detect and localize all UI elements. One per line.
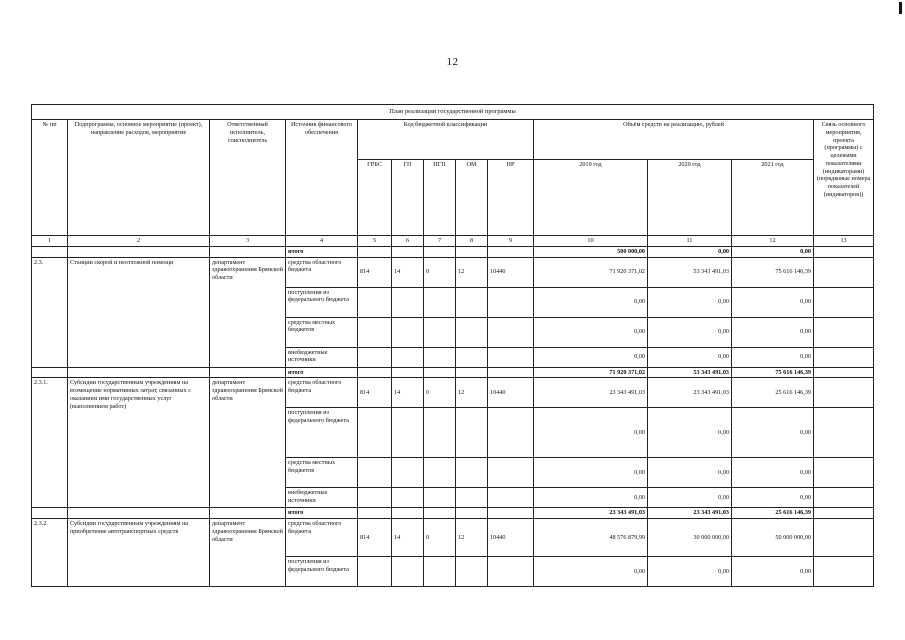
activity-name: Субсидии государственным учреждениям на приобретение автотранспортных средств [68, 519, 210, 587]
indicator-link [814, 557, 874, 587]
code-om [456, 347, 488, 367]
table-row [32, 257, 874, 287]
code-np [488, 287, 534, 317]
total-row [32, 246, 874, 257]
col-num: 13 [814, 236, 874, 247]
amount-2020: 23 343 491,03 [648, 378, 732, 408]
code-grbs [358, 557, 392, 587]
code-gp [392, 458, 424, 488]
header-2021: 2021 год [732, 160, 814, 236]
code-gp [392, 317, 424, 347]
total-label: итого [286, 246, 358, 257]
code-om [456, 488, 488, 508]
header-num: № пп [32, 120, 68, 236]
scan-corner-mark [899, 2, 902, 14]
code-gp [392, 287, 424, 317]
header-om: ОМ [456, 160, 488, 236]
activity-name: Субсидии государственным учреждениям на возмещение нормативных затрат, связанных с оказанием ими государственных услуг (выполнением работ) [68, 378, 210, 508]
amount-2021: 0,00 [732, 408, 814, 458]
code-pgp [424, 287, 456, 317]
indicator-link [814, 378, 874, 408]
code-pgp [424, 557, 456, 587]
column-number-row [32, 236, 874, 247]
indicator-link [814, 488, 874, 508]
code-om [456, 287, 488, 317]
code-np: 10440 [488, 257, 534, 287]
code-om [456, 458, 488, 488]
code-grbs [358, 408, 392, 458]
amount-2020: 53 343 491,03 [648, 257, 732, 287]
header-row-1 [32, 120, 874, 160]
header-grbs: ГРБС [358, 160, 392, 236]
code-grbs: 814 [358, 257, 392, 287]
indicator-link [814, 257, 874, 287]
indicator-link [814, 287, 874, 317]
funding-source: поступления из федерального бюджета [286, 557, 358, 587]
funding-source: внебюджетные источники [286, 488, 358, 508]
code-pgp: 0 [424, 378, 456, 408]
col-num: 4 [286, 236, 358, 247]
amount-2021: 25 616 146,39 [732, 378, 814, 408]
code-gp [392, 408, 424, 458]
code-pgp [424, 488, 456, 508]
executor: департамент здравоохранения Брянской области [210, 257, 286, 367]
amount-2021: 0,00 [732, 287, 814, 317]
funding-source: поступления из федерального бюджета [286, 408, 358, 458]
code-om [456, 557, 488, 587]
funding-source: средства областного бюджета [286, 257, 358, 287]
row-number: 2.3.2. [32, 519, 68, 587]
amount-2019: 0,00 [534, 557, 648, 587]
code-pgp [424, 408, 456, 458]
code-np [488, 408, 534, 458]
amount-2019: 0,00 [534, 408, 648, 458]
funding-source: средства местных бюджетов [286, 317, 358, 347]
code-grbs [358, 347, 392, 367]
amount-2019: 0,00 [534, 287, 648, 317]
total-2020: 53 343 491,03 [648, 367, 732, 378]
indicator-link [814, 347, 874, 367]
amount-2021: 0,00 [732, 557, 814, 587]
amount-2021: 0,00 [732, 347, 814, 367]
code-om: 12 [456, 257, 488, 287]
total-2021: 25 616 146,39 [732, 508, 814, 519]
code-pgp: 0 [424, 519, 456, 557]
code-gp [392, 488, 424, 508]
program-plan-table [31, 104, 874, 587]
code-grbs: 814 [358, 378, 392, 408]
code-pgp [424, 458, 456, 488]
code-pgp [424, 317, 456, 347]
col-num: 5 [358, 236, 392, 247]
col-num: 11 [648, 236, 732, 247]
code-np [488, 557, 534, 587]
amount-2020: 0,00 [648, 287, 732, 317]
total-2019: 500 000,00 [534, 246, 648, 257]
code-np [488, 317, 534, 347]
col-num: 3 [210, 236, 286, 247]
total-2020: 0,00 [648, 246, 732, 257]
total-row [32, 508, 874, 519]
code-np [488, 347, 534, 367]
code-grbs [358, 317, 392, 347]
header-np: НР [488, 160, 534, 236]
amount-2020: 30 000 000,00 [648, 519, 732, 557]
amount-2020: 0,00 [648, 488, 732, 508]
code-np: 10440 [488, 519, 534, 557]
amount-2019: 0,00 [534, 317, 648, 347]
amount-2019: 48 576 879,99 [534, 519, 648, 557]
amount-2021: 75 616 146,39 [732, 257, 814, 287]
table-row [32, 378, 874, 408]
amount-2021: 0,00 [732, 488, 814, 508]
amount-2020: 0,00 [648, 458, 732, 488]
code-np [488, 458, 534, 488]
code-gp: 14 [392, 378, 424, 408]
header-budget-code: Код бюджетной классификации [358, 120, 534, 160]
col-num: 2 [68, 236, 210, 247]
total-2019: 71 920 371,02 [534, 367, 648, 378]
row-number: 2.3.1. [32, 378, 68, 508]
col-num: 6 [392, 236, 424, 247]
total-2020: 23 343 491,03 [648, 508, 732, 519]
code-grbs [358, 488, 392, 508]
indicator-link [814, 408, 874, 458]
code-om [456, 408, 488, 458]
header-volume: Объём средств на реализацию, рублей [534, 120, 814, 160]
code-np: 10440 [488, 378, 534, 408]
indicator-link [814, 519, 874, 557]
table-row [32, 519, 874, 557]
amount-2021: 50 000 000,00 [732, 519, 814, 557]
code-grbs [358, 458, 392, 488]
executor: департамент здравоохранения Брянской области [210, 519, 286, 587]
code-grbs: 814 [358, 519, 392, 557]
total-2021: 0,00 [732, 246, 814, 257]
amount-2019: 23 343 491,03 [534, 378, 648, 408]
amount-2019: 0,00 [534, 458, 648, 488]
col-num: 8 [456, 236, 488, 247]
amount-2020: 0,00 [648, 317, 732, 347]
total-label: итого [286, 367, 358, 378]
header-2020: 2020 год [648, 160, 732, 236]
amount-2021: 0,00 [732, 458, 814, 488]
code-om [456, 317, 488, 347]
col-num: 12 [732, 236, 814, 247]
amount-2021: 0,00 [732, 317, 814, 347]
executor: департамент здравоохранения Брянской области [210, 378, 286, 508]
amount-2020: 0,00 [648, 408, 732, 458]
page-number: 12 [446, 56, 459, 68]
total-row [32, 367, 874, 378]
col-num: 7 [424, 236, 456, 247]
funding-source: поступления из федерального бюджета [286, 287, 358, 317]
col-num: 10 [534, 236, 648, 247]
amount-2019: 0,00 [534, 347, 648, 367]
total-label: итого [286, 508, 358, 519]
col-num: 9 [488, 236, 534, 247]
funding-source: средства местных бюджетов [286, 458, 358, 488]
code-pgp [424, 347, 456, 367]
header-pgp: ПГП [424, 160, 456, 236]
code-pgp: 0 [424, 257, 456, 287]
funding-source: средства областного бюджета [286, 378, 358, 408]
code-grbs [358, 287, 392, 317]
row-number: 2.3. [32, 257, 68, 367]
header-subprogram: Подпрограмма, основное мероприятие (проект), направление расходов, мероприятие [68, 120, 210, 236]
amount-2020: 0,00 [648, 557, 732, 587]
code-om: 12 [456, 378, 488, 408]
header-source: Источник финансового обеспечения [286, 120, 358, 236]
header-executor: Ответственный исполнитель, соисполнитель [210, 120, 286, 236]
indicator-link [814, 458, 874, 488]
code-gp [392, 557, 424, 587]
header-gp: ГП [392, 160, 424, 236]
header-2019: 2019 год [534, 160, 648, 236]
code-gp: 14 [392, 519, 424, 557]
funding-source: средства областного бюджета [286, 519, 358, 557]
col-num: 1 [32, 236, 68, 247]
code-om: 12 [456, 519, 488, 557]
code-np [488, 488, 534, 508]
table-title: План реализации государственной программы [32, 105, 874, 120]
code-gp: 14 [392, 257, 424, 287]
funding-source: внебюджетные источники [286, 347, 358, 367]
amount-2020: 0,00 [648, 347, 732, 367]
activity-name: Станции скорой и неотложной помощи [68, 257, 210, 367]
amount-2019: 0,00 [534, 488, 648, 508]
code-gp [392, 347, 424, 367]
total-2021: 75 616 146,39 [732, 367, 814, 378]
header-link: Связь основного мероприятия, проекта (программы) с целевыми показателями (индикаторами) (порядковые номера показателей (индикаторов)) [814, 120, 874, 236]
indicator-link [814, 317, 874, 347]
amount-2019: 71 920 371,02 [534, 257, 648, 287]
total-2019: 23 343 491,03 [534, 508, 648, 519]
table-title-row [32, 105, 874, 120]
